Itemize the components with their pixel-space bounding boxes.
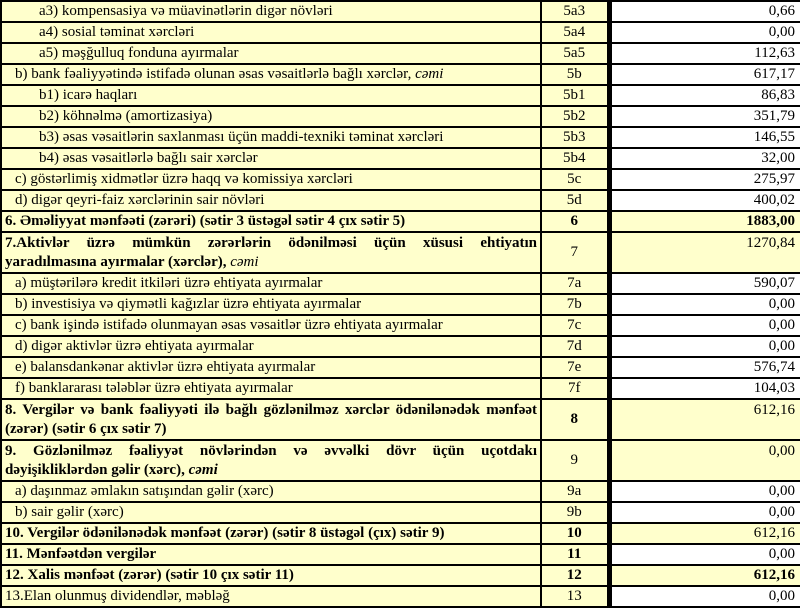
table-row bbox=[1, 440, 800, 481]
table-row bbox=[1, 357, 800, 378]
row-description: b) investisiya və qiymətli kağızlar üzrə ehtiyata ayırmalar bbox=[1, 294, 541, 315]
row-description: 6. Əməliyyat mənfəəti (zərəri) (sətir 3 üstəgəl sətir 4 çıx sətir 5) bbox=[1, 211, 541, 232]
table-row bbox=[1, 336, 800, 357]
row-description: b4) əsas vəsaitlərlə bağlı sair xərclər bbox=[1, 148, 541, 169]
table-row bbox=[1, 43, 800, 64]
row-description: 10. Vergilər ödənilənədək mənfəət (zərər) (sətir 8 üstəgəl (çıx) sətir 9) bbox=[1, 523, 541, 544]
row-code: 10 bbox=[541, 523, 609, 544]
row-description: 7.Aktivlər üzrə mümkün zərərlərin ödənilməsi üçün xüsusi ehtiyatın yaradılmasına ayırmalar (xərclər), cəmi bbox=[1, 232, 541, 273]
row-description: c) göstərlimiş xidmətlər üzrə haqq və komissiya xərcləri bbox=[1, 169, 541, 190]
row-code: 9 bbox=[541, 440, 609, 481]
table-row bbox=[1, 169, 800, 190]
row-value: 86,83 bbox=[609, 85, 800, 106]
row-description: d) digər qeyri-faiz xərclərinin sair növləri bbox=[1, 190, 541, 211]
row-value: 612,16 bbox=[609, 523, 800, 544]
row-code: 5a4 bbox=[541, 22, 609, 43]
row-code: 9b bbox=[541, 502, 609, 523]
row-value: 275,97 bbox=[609, 169, 800, 190]
row-description: b2) köhnəlmə (amortizasiya) bbox=[1, 106, 541, 127]
row-value: 146,55 bbox=[609, 127, 800, 148]
row-value: 400,02 bbox=[609, 190, 800, 211]
row-value: 590,07 bbox=[609, 273, 800, 294]
row-code: 9a bbox=[541, 481, 609, 502]
table-row bbox=[1, 523, 800, 544]
row-value: 617,17 bbox=[609, 64, 800, 85]
table-row bbox=[1, 22, 800, 43]
row-description: f) banklararası tələblər üzrə ehtiyata ayırmalar bbox=[1, 378, 541, 399]
table-row bbox=[1, 586, 800, 607]
table-row bbox=[1, 211, 800, 232]
table-row bbox=[1, 294, 800, 315]
row-code: 7f bbox=[541, 378, 609, 399]
table-row bbox=[1, 85, 800, 106]
row-value: 576,74 bbox=[609, 357, 800, 378]
row-description: b1) icarə haqları bbox=[1, 85, 541, 106]
row-description: e) balansdankənar aktivlər üzrə ehtiyata ayırmalar bbox=[1, 357, 541, 378]
row-code: 5b bbox=[541, 64, 609, 85]
row-value: 112,63 bbox=[609, 43, 800, 64]
row-value: 0,66 bbox=[609, 1, 800, 22]
row-code: 8 bbox=[541, 399, 609, 440]
row-description: 13.Elan olunmuş dividendlər, məbləğ bbox=[1, 586, 541, 607]
row-description: b) bank fəaliyyətində istifadə olunan əsas vəsaitlərlə bağlı xərclər, cəmi bbox=[1, 64, 541, 85]
table-body bbox=[1, 1, 800, 607]
row-code: 12 bbox=[541, 565, 609, 586]
row-value: 32,00 bbox=[609, 148, 800, 169]
table-row bbox=[1, 190, 800, 211]
row-code: 7a bbox=[541, 273, 609, 294]
table-row bbox=[1, 273, 800, 294]
row-code: 5b2 bbox=[541, 106, 609, 127]
row-value: 612,16 bbox=[609, 565, 800, 586]
table-row bbox=[1, 544, 800, 565]
table-row bbox=[1, 399, 800, 440]
table-row bbox=[1, 148, 800, 169]
row-value: 0,00 bbox=[609, 440, 800, 481]
row-value: 0,00 bbox=[609, 502, 800, 523]
row-value: 1883,00 bbox=[609, 211, 800, 232]
row-code: 7 bbox=[541, 232, 609, 273]
table-row bbox=[1, 64, 800, 85]
row-description: 9. Gözlənilməz fəaliyyət növlərindən və əvvəlki dövr üçün uçotdakı dəyişikliklərdən gəlir (xərc), cəmi bbox=[1, 440, 541, 481]
table-row bbox=[1, 315, 800, 336]
row-description: 12. Xalis mənfəət (zərər) (sətir 10 çıx sətir 11) bbox=[1, 565, 541, 586]
row-description: a) daşınmaz əmlakın satışından gəlir (xərc) bbox=[1, 481, 541, 502]
row-code: 5a5 bbox=[541, 43, 609, 64]
row-code: 5b1 bbox=[541, 85, 609, 106]
row-code: 11 bbox=[541, 544, 609, 565]
row-description: d) digər aktivlər üzrə ehtiyata ayırmalar bbox=[1, 336, 541, 357]
row-value: 0,00 bbox=[609, 22, 800, 43]
row-value: 351,79 bbox=[609, 106, 800, 127]
row-code: 5a3 bbox=[541, 1, 609, 22]
row-code: 7d bbox=[541, 336, 609, 357]
row-code: 5c bbox=[541, 169, 609, 190]
row-code: 5b3 bbox=[541, 127, 609, 148]
row-description: a5) məşğulluq fonduna ayırmalar bbox=[1, 43, 541, 64]
row-code: 5b4 bbox=[541, 148, 609, 169]
table-row bbox=[1, 378, 800, 399]
row-code: 7c bbox=[541, 315, 609, 336]
row-value: 0,00 bbox=[609, 315, 800, 336]
row-value: 0,00 bbox=[609, 586, 800, 607]
row-code: 13 bbox=[541, 586, 609, 607]
row-value: 0,00 bbox=[609, 481, 800, 502]
row-code: 5d bbox=[541, 190, 609, 211]
row-code: 7b bbox=[541, 294, 609, 315]
table-row bbox=[1, 502, 800, 523]
row-description: 8. Vergilər və bank fəaliyyəti ilə bağlı gözlənilməz xərclər ödənilənədək mənfəət (zərər) (sətir 6 çıx sətir 7) bbox=[1, 399, 541, 440]
row-value: 0,00 bbox=[609, 294, 800, 315]
table-row bbox=[1, 1, 800, 22]
row-description: b3) əsas vəsaitlərin saxlanması üçün maddi-texniki təminat xərcləri bbox=[1, 127, 541, 148]
row-value: 0,00 bbox=[609, 336, 800, 357]
table-row bbox=[1, 481, 800, 502]
row-description: a) müştərilərə kredit itkiləri üzrə ehtiyata ayırmalar bbox=[1, 273, 541, 294]
table-row bbox=[1, 232, 800, 273]
row-description: c) bank işində istifadə olunmayan əsas vəsaitlər üzrə ehtiyata ayırmalar bbox=[1, 315, 541, 336]
row-description: a3) kompensasiya və müavinətlərin digər növləri bbox=[1, 1, 541, 22]
row-description: 11. Mənfəətdən vergilər bbox=[1, 544, 541, 565]
table-row bbox=[1, 127, 800, 148]
row-value: 0,00 bbox=[609, 544, 800, 565]
row-value: 1270,84 bbox=[609, 232, 800, 273]
row-value: 612,16 bbox=[609, 399, 800, 440]
row-value: 104,03 bbox=[609, 378, 800, 399]
row-code: 6 bbox=[541, 211, 609, 232]
row-description: b) sair gəlir (xərc) bbox=[1, 502, 541, 523]
table-row bbox=[1, 106, 800, 127]
row-description: a4) sosial təminat xərcləri bbox=[1, 22, 541, 43]
row-code: 7e bbox=[541, 357, 609, 378]
